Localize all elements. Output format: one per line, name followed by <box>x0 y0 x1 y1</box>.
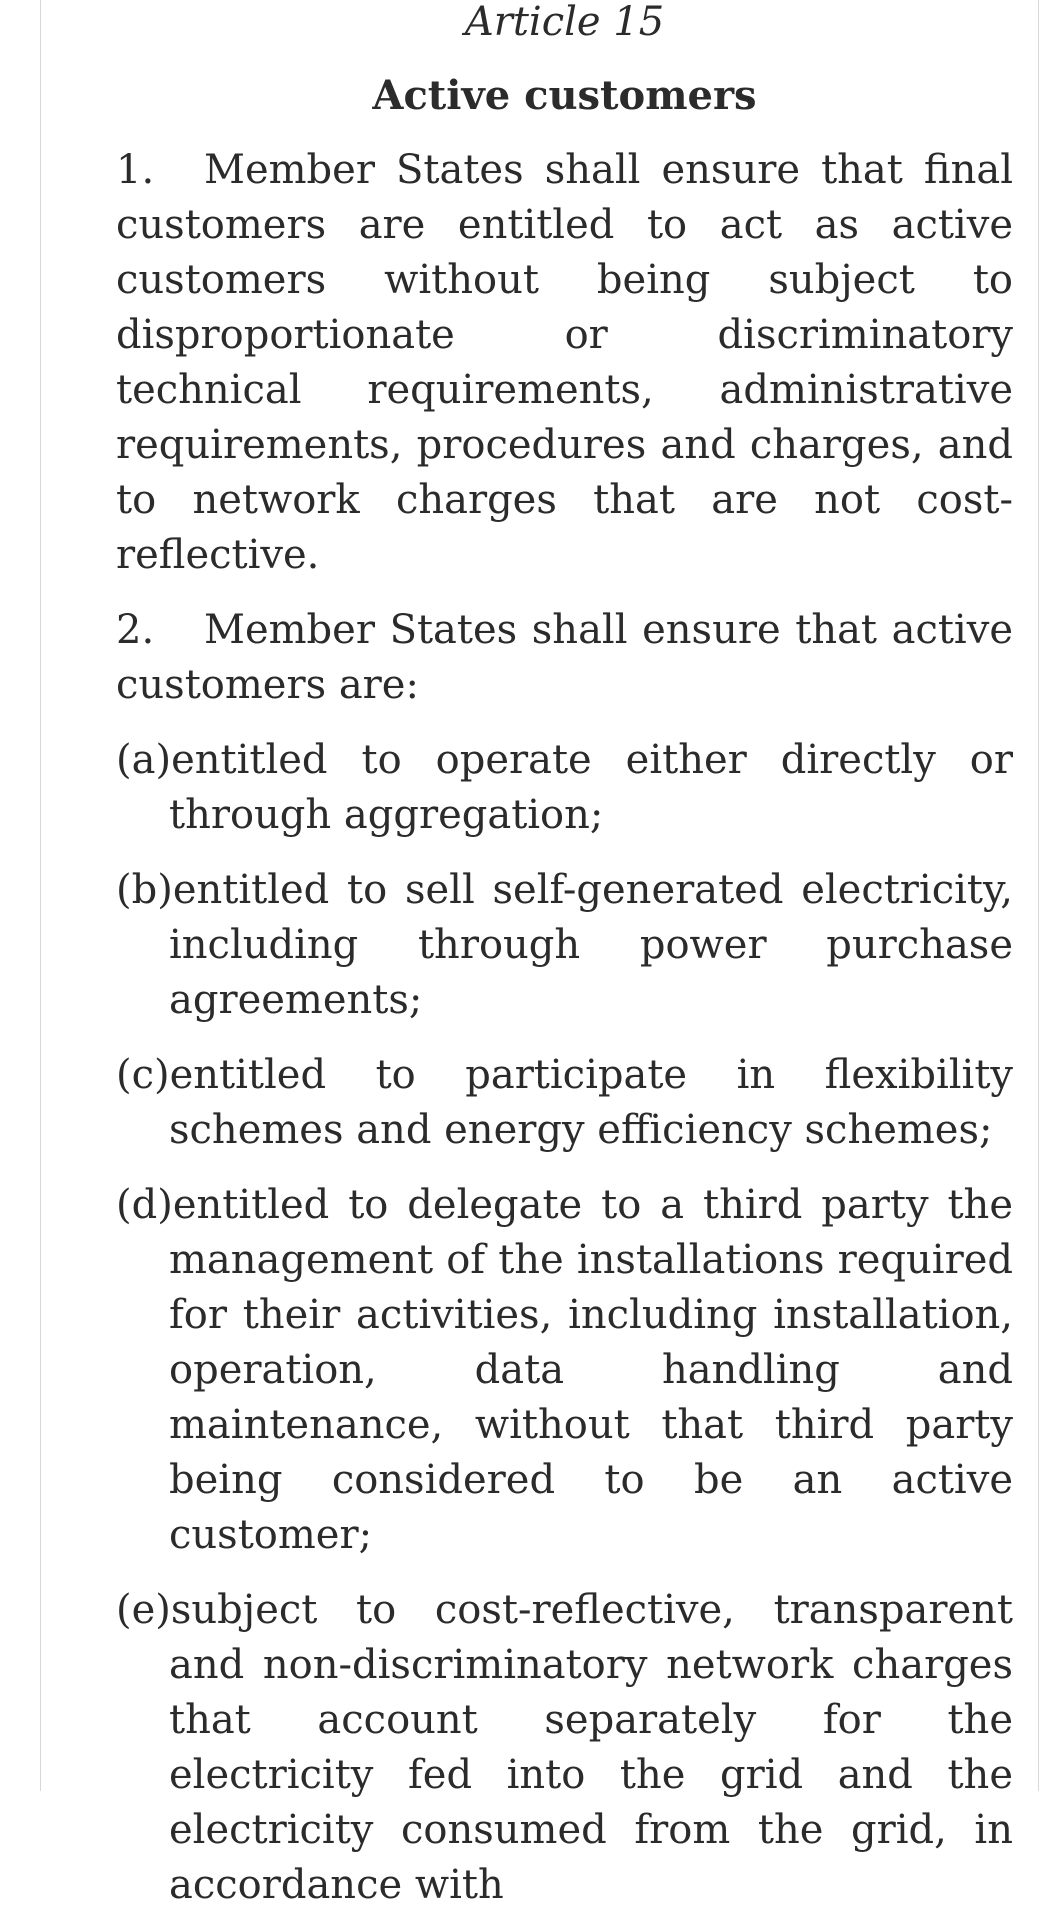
paragraph-text: Member States shall ensure that active customers are: <box>116 607 1013 708</box>
article-content <box>116 0 1013 1913</box>
paragraph-number: 1. <box>116 147 155 193</box>
list-item-c <box>116 1048 1013 1158</box>
list-item-text: entitled to operate either directly or through aggregation; <box>169 737 1013 838</box>
list-item-label: (a) <box>116 737 172 783</box>
article-subtitle: Active customers <box>372 72 757 119</box>
list-item-text: entitled to participate in flexibility schemes and energy efficiency schemes; <box>169 1052 1013 1153</box>
list-item-label: (d) <box>116 1182 173 1228</box>
list-item-label: (c) <box>116 1052 170 1098</box>
list-item-text: subject to cost-reflective, transparent and non-discriminatory network charges that account separately for the electricity fed into the grid and the electricity consumed from the grid, in accordance with <box>169 1587 1013 1908</box>
list-item-text: entitled to sell self-generated electricity, including through power purchase agreements; <box>169 867 1013 1023</box>
list-item-d <box>116 1178 1013 1563</box>
paragraph-number: 2. <box>116 607 155 653</box>
list-item-b <box>116 863 1013 1028</box>
article-title: Article 15 <box>464 0 665 45</box>
list-item-e <box>116 1583 1013 1913</box>
list-item-text: entitled to delegate to a third party the management of the installations required for their activities, including installation, operation, data handling and maintenance, without that third party being considered to be an active customer; <box>169 1182 1013 1558</box>
paragraph-1 <box>116 143 1013 583</box>
paragraph-2 <box>116 603 1013 713</box>
list-item-a <box>116 733 1013 843</box>
document-page <box>40 0 1039 1908</box>
list-item-label: (e) <box>116 1587 171 1633</box>
list-item-label: (b) <box>116 867 173 913</box>
paragraph-text: Member States shall ensure that final customers are entitled to act as active customers without being subject to disproportionate or discriminatory technical requirements, administrative requirements, procedures and charges, and to network charges that are not cost-reflective. <box>116 147 1013 578</box>
